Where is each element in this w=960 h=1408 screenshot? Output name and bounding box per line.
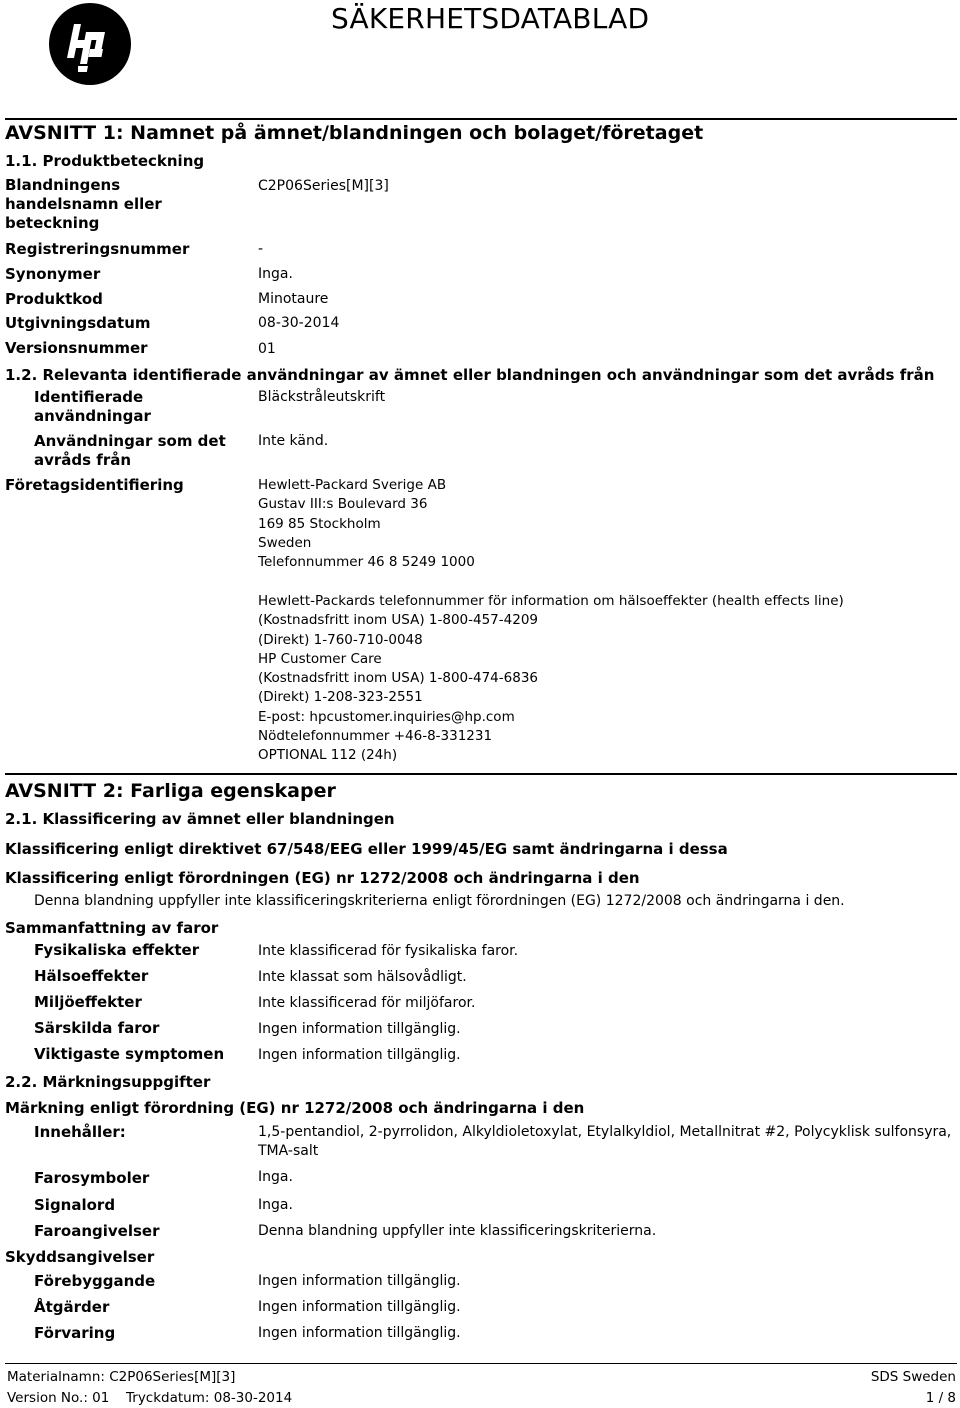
field-value-specific-hazards: Ingen information tillgänglig.: [258, 1021, 461, 1037]
field-label-specific-hazards: Särskilda faror: [34, 1019, 160, 1037]
subsection-2-1-heading: 2.1. Klassificering av ämnet eller blandningen: [5, 810, 395, 828]
field-value-physical-effects: Inte klassificerad för fysikaliska faror.: [258, 943, 519, 959]
field-value-prevention: Ingen information tillgänglig.: [258, 1273, 461, 1289]
field-value-hazard-symbols: Inga.: [258, 1169, 293, 1185]
subsection-1-2-heading: 1.2. Relevanta identifierade användningar av ämnet eller blandningen och användningar som det avråds från: [5, 366, 935, 384]
precautionary-heading: Skyddsangivelser: [5, 1248, 155, 1266]
field-label-product-code: Produktkod: [5, 290, 103, 308]
field-label-storage: Förvaring: [34, 1324, 116, 1342]
field-value-environmental-effects: Inte klassificerad för miljöfaror.: [258, 995, 476, 1011]
footer-print-date: Tryckdatum: 08-30-2014: [126, 1390, 293, 1406]
document-title: SÄKERHETSDATABLAD: [331, 2, 650, 35]
hp-logo-icon: [48, 2, 132, 86]
footer-version: Version No.: 01: [7, 1390, 110, 1406]
company-address: Hewlett-Packard Sverige AB Gustav III:s Boulevard 36 169 85 Stockholm Sweden Telefonnummer 46 8 5249 1000: [258, 477, 475, 571]
field-value-storage: Ingen information tillgänglig.: [258, 1325, 461, 1341]
field-value-registration: -: [258, 241, 264, 257]
footer-material-name: Materialnamn: C2P06Series[M][3]: [7, 1369, 236, 1385]
field-label-environmental-effects: Miljöeffekter: [34, 993, 142, 1011]
field-label-prevention: Förebyggande: [34, 1272, 156, 1290]
company-contacts: Hewlett-Packards telefonnummer för information om hälsoeffekter (health effects line) (Kostnadsfritt inom USA) 1-800-457-4209 (Direkt) 1-760-710-0048 HP Customer Care (Kostnadsfritt inom USA) 1-800-474-6836 (Direkt) 1-208-323-2551 E-post: hpcustomer.inquiries@hp.com Nödtelefonnummer +46-8-331231 OPTIONAL 112 (24h): [258, 593, 844, 764]
field-label-company: Företagsidentifiering: [5, 476, 184, 494]
classification-directive-heading: Klassificering enligt direktivet 67/548/EEG eller 1999/45/EG samt ändringarna i dessa: [5, 840, 728, 858]
footer-divider: [5, 1363, 957, 1364]
field-label-hazard-symbols: Farosymboler: [34, 1169, 150, 1187]
classification-regulation-text: Denna blandning uppfyller inte klassificeringskriterierna enligt förordningen (EG) 1272/2008 och ändringarna i den.: [34, 893, 845, 909]
field-label-main-symptoms: Viktigaste symptomen: [34, 1045, 225, 1063]
field-label-hazard-statements: Faroangivelser: [34, 1222, 160, 1240]
field-value-response: Ingen information tillgänglig.: [258, 1299, 461, 1315]
field-value-trade-name: C2P06Series[M][3]: [258, 178, 389, 194]
classification-regulation-heading: Klassificering enligt förordningen (EG) nr 1272/2008 och ändringarna i den: [5, 869, 640, 887]
field-value-signal-word: Inga.: [258, 1197, 293, 1213]
subsection-1-1-heading: 1.1. Produktbeteckning: [5, 152, 205, 170]
field-label-identified-uses: Identifierade användningar: [34, 388, 151, 425]
field-label-health-effects: Hälsoeffekter: [34, 967, 149, 985]
field-value-synonyms: Inga.: [258, 266, 293, 282]
field-label-response: Åtgärder: [34, 1298, 110, 1316]
footer-document-type: SDS Sweden: [870, 1369, 956, 1385]
labelling-heading: Märkning enligt förordning (EG) nr 1272/2008 och ändringarna i den: [5, 1099, 585, 1117]
field-label-contains: Innehåller:: [34, 1123, 126, 1141]
field-label-issue-date: Utgivningsdatum: [5, 314, 151, 332]
field-label-synonyms: Synonymer: [5, 265, 101, 283]
section-2-heading: AVSNITT 2: Farliga egenskaper: [5, 780, 336, 802]
footer-page-number: 1 / 8: [925, 1390, 956, 1406]
subsection-2-2-heading: 2.2. Märkningsuppgifter: [5, 1073, 211, 1091]
field-label-signal-word: Signalord: [34, 1196, 116, 1214]
field-value-uses-advised-against: Inte känd.: [258, 433, 329, 449]
field-value-health-effects: Inte klassat som hälsovådligt.: [258, 969, 467, 985]
section-divider: [5, 773, 957, 775]
hazard-summary-heading: Sammanfattning av faror: [5, 919, 219, 937]
field-value-contains: 1,5-pentandiol, 2-pyrrolidon, Alkyldioletoxylat, Etylalkyldiol, Metallnitrat #2, Polycyklisk sulfonsyra, TMA-salt: [258, 1124, 952, 1159]
field-label-uses-advised-against: Användningar som det avråds från: [34, 432, 226, 469]
field-value-product-code: Minotaure: [258, 291, 329, 307]
field-label-registration: Registreringsnummer: [5, 240, 190, 258]
field-value-version: 01: [258, 341, 276, 357]
field-value-hazard-statements: Denna blandning uppfyller inte klassificeringskriterierna.: [258, 1223, 657, 1239]
field-value-issue-date: 08-30-2014: [258, 315, 340, 331]
section-divider: [5, 118, 957, 120]
field-label-trade-name: Blandningens handelsnamn eller beteckning: [5, 176, 162, 232]
section-1-heading: AVSNITT 1: Namnet på ämnet/blandningen och bolaget/företaget: [5, 122, 704, 144]
field-label-version: Versionsnummer: [5, 339, 148, 357]
field-label-physical-effects: Fysikaliska effekter: [34, 941, 200, 959]
field-value-identified-uses: Bläckstråleutskrift: [258, 389, 386, 405]
field-value-main-symptoms: Ingen information tillgänglig.: [258, 1047, 461, 1063]
